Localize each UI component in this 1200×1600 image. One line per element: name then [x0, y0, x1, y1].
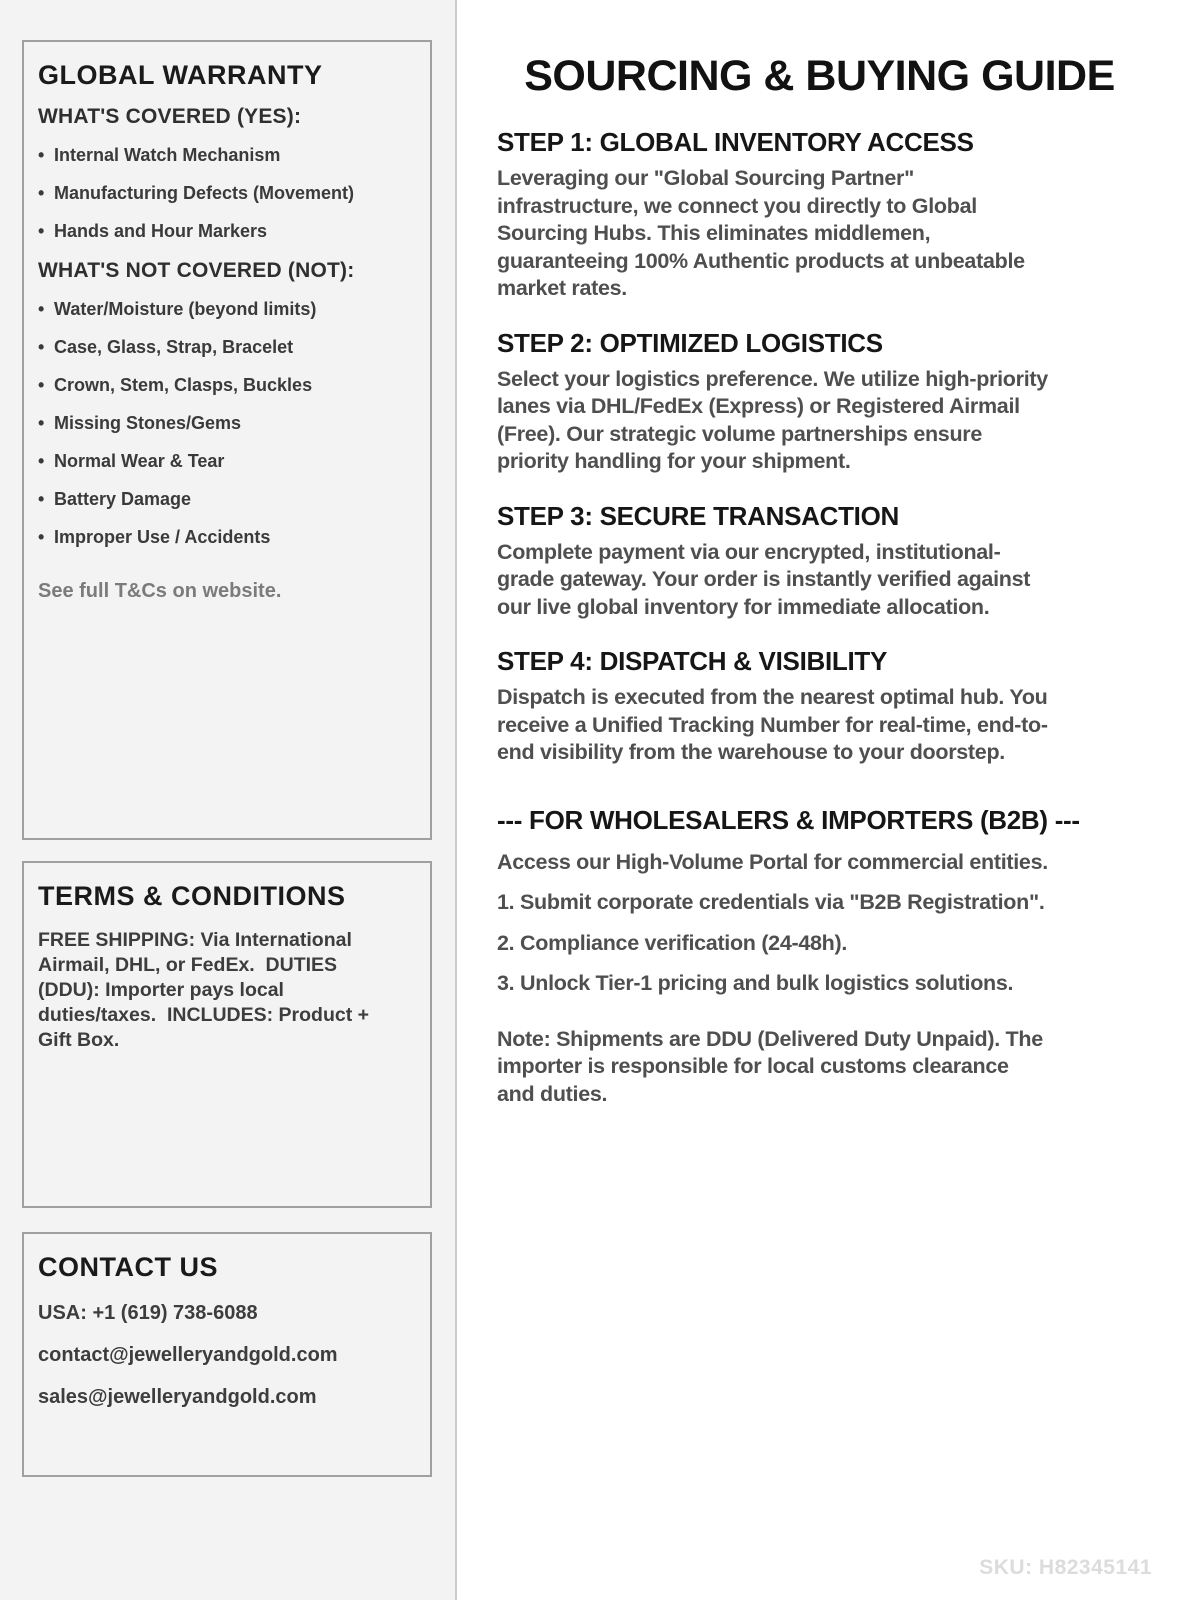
list-item: • Battery Damage: [38, 489, 416, 510]
list-item: • Missing Stones/Gems: [38, 413, 416, 434]
sidebar: [0, 0, 457, 1600]
b2b-intro: Access our High-Volume Portal for commercial entities.: [497, 849, 1048, 874]
step-1-section: [497, 127, 1142, 303]
list-item: • Normal Wear & Tear: [38, 451, 416, 472]
b2b-section: [497, 805, 1142, 1109]
terms-title: TERMS & CONDITIONS: [38, 881, 346, 911]
contact-us-box: [22, 1232, 432, 1477]
step-2-section: [497, 328, 1142, 476]
step-2-heading: STEP 2: OPTIMIZED LOGISTICS: [497, 327, 883, 358]
covered-heading: WHAT'S COVERED (YES):: [38, 105, 302, 128]
step-1-heading: STEP 1: GLOBAL INVENTORY ACCESS: [497, 127, 974, 157]
contact-phone: USA: +1 (619) 738-6088: [38, 1302, 258, 1324]
b2b-heading: --- FOR WHOLESALERS & IMPORTERS (B2B) ---: [497, 804, 1080, 835]
main-content: [459, 0, 1200, 1600]
list-item: • Water/Moisture (beyond limits): [38, 299, 416, 320]
step-3-body: Complete payment via our encrypted, institutional-grade gateway. Your order is instantly verified against our live global inventory for immediate allocation.: [497, 539, 1031, 619]
contact-title: CONTACT US: [38, 1252, 218, 1282]
list-item: • Hands and Hour Markers: [38, 221, 416, 242]
warranty-footnote: See full T&Cs on website.: [38, 580, 282, 602]
terms-body: FREE SHIPPING: Via International Airmail, DHL, or FedEx. DUTIES (DDU): Importer pays local duties/taxes. INCLUDES: Product + Gift Box.: [38, 929, 375, 1051]
step-2-body: Select your logistics preference. We utilize high-priority lanes via DHL/FedEx (Express) or Registered Airmail (Free). Our strategic volume partnerships ensure priority handling for your shipment.: [497, 366, 1048, 473]
ddu-note: Note: Shipments are DDU (Delivered Duty Unpaid). The importer is responsible for local customs clearance and duties.: [497, 1026, 1043, 1106]
b2b-item-1: 1. Submit corporate credentials via "B2B Registration".: [497, 890, 1045, 914]
step-4-heading: STEP 4: DISPATCH & VISIBILITY: [497, 646, 888, 676]
sku-label: SKU: H82345141: [979, 1556, 1152, 1579]
b2b-item-3: 3. Unlock Tier-1 pricing and bulk logistics solutions.: [497, 971, 1014, 995]
list-item: • Improper Use / Accidents: [38, 527, 416, 548]
step-3-section: [497, 501, 1142, 622]
terms-conditions-box: [22, 861, 432, 1208]
b2b-item-2: 2. Compliance verification (24-48h).: [497, 930, 848, 955]
list-item: • Manufacturing Defects (Movement): [38, 183, 416, 204]
warranty-title: GLOBAL WARRANTY: [38, 60, 323, 90]
not-covered-heading: WHAT'S NOT COVERED (NOT):: [38, 259, 355, 282]
contact-email: contact@jewelleryandgold.com: [38, 1344, 338, 1366]
step-4-body: Dispatch is executed from the nearest optimal hub. You receive a Unified Tracking Number for real-time, end-to-end visibility from the warehouse to your doorstep.: [497, 685, 1048, 764]
list-item: • Case, Glass, Strap, Bracelet: [38, 337, 416, 358]
sales-email: sales@jewelleryandgold.com: [38, 1386, 317, 1408]
step-1-body: Leveraging our "Global Sourcing Partner" infrastructure, we connect you directly to Global Sourcing Hubs. This eliminates middlemen, guaranteeing 100% Authentic products at unbeatable market rates.: [497, 166, 1025, 300]
page-title: SOURCING & BUYING GUIDE: [524, 52, 1115, 100]
covered-list: [38, 145, 416, 242]
step-4-section: [497, 646, 1142, 767]
global-warranty-box: [22, 40, 432, 840]
not-covered-list: [38, 299, 416, 548]
list-item: • Crown, Stem, Clasps, Buckles: [38, 375, 416, 396]
step-3-heading: STEP 3: SECURE TRANSACTION: [497, 500, 899, 531]
list-item: • Internal Watch Mechanism: [38, 145, 416, 166]
